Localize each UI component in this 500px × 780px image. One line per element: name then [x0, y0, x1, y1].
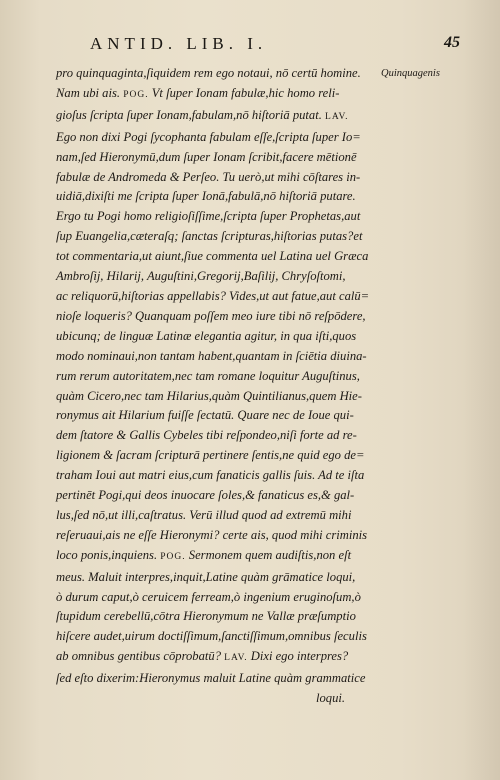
line-text: Nam ubi ais. — [56, 85, 124, 100]
text-line — [56, 128, 380, 148]
line-text: Ego non dixi Pogi ſycophanta fabulam eſſe,ſcripta ſuper Io= — [56, 129, 361, 144]
speaker-label: LAV. — [224, 653, 248, 664]
marginal-note: Quinquagenis — [381, 68, 440, 79]
line-text: ſup Euangelia,cæteraſq; ſanctas ſcripturas,hiſtorias putas?et — [56, 229, 363, 244]
text-line — [56, 387, 380, 407]
text-line — [56, 106, 380, 128]
line-text: ronymus ait Hilarium fuiſſe ſectatū. Quare nec de Ioue qui- — [56, 408, 354, 423]
folio-number: 45 — [444, 34, 460, 51]
line-text: loco ponis,inquiens. — [56, 547, 161, 562]
line-text: uidiā,dixiſti me ſcripta ſuper Ionā,fabulā,nō hiſtoriā putare. — [56, 189, 356, 204]
text-line — [56, 168, 380, 188]
line-text: lus,ſed nō,ut illi,caſtratus. Verū illud quod ad extremū mihi — [56, 507, 352, 522]
page-edge-shadow — [462, 0, 500, 780]
line-text: pertinēt Pogi,qui deos inuocare ſoles,& fanaticus es,& gal- — [56, 488, 355, 503]
line-text: Ambroſij, Hilarij, Auguſtini,Gregorij,Baſilij, Chryſoſtomi, — [56, 269, 346, 284]
line-text: tot commentaria,ut aiunt,ſiue commenta uel Latina uel Græca — [56, 249, 369, 264]
text-line — [56, 669, 380, 689]
text-line — [56, 187, 380, 207]
line-text: modo nominaui,non tantam habent,quantam in ſciētia diuina- — [56, 348, 367, 363]
speaker-label: POG. — [160, 551, 186, 562]
text-line — [56, 307, 380, 327]
line-text: nioſe loqueris? Quanquam poſſem meo iure tibi nō reſpōdere, — [56, 308, 366, 323]
line-text: ſtupidum cerebellū,cōtra Hieronymum ne Vallæ præſumptio — [56, 609, 356, 624]
line-text: pro quinquaginta,ſiquidem rem ego notaui, nō certū homine. — [56, 66, 361, 80]
line-text: reſeruaui,ais ne eſſe Hieronymi? certe ais, quod mihi criminis — [56, 527, 368, 542]
text-line — [56, 287, 380, 307]
line-text: gioſus ſcripta ſuper Ionam,fabulam,nō hiſtoriā putat. — [56, 107, 326, 122]
line-text: meus. Maluit interpres,inquit,Latine quàm grāmatice loqui, — [56, 569, 356, 584]
line-text: quàm Cicero,nec tam Hilarius,quàm Quintilianus,quem Hie- — [56, 388, 362, 403]
text-line — [56, 506, 380, 526]
text-line — [56, 267, 380, 287]
text-line — [56, 64, 380, 84]
text-line — [56, 84, 380, 106]
text-line — [56, 546, 380, 568]
line-text: traham Ioui aut matri eius,cum fanaticis gallis ſuis. Ad te iſta — [56, 468, 365, 483]
text-line — [56, 627, 380, 647]
text-line — [56, 426, 380, 446]
text-line — [56, 647, 380, 669]
text-line — [56, 247, 380, 267]
line-text: ac reliquorū,hiſtorias appellabis? Vides,ut aut fatue,aut calū= — [56, 288, 370, 303]
text-line — [56, 526, 380, 546]
text-line — [56, 148, 380, 168]
line-text: ſed eſto dixerim:Hieronymus maluit Latine quàm grammatice — [56, 671, 366, 686]
text-line — [56, 347, 380, 367]
text-line — [56, 367, 380, 387]
text-line — [56, 327, 380, 347]
text-line — [56, 466, 380, 486]
text-line — [56, 607, 380, 627]
line-text: ò durum caput,ò ceruicem ferream,ò ingenium eruginoſum,ò — [56, 589, 361, 604]
line-text-continued: Dixi ego interpres? — [247, 649, 349, 664]
text-line — [56, 406, 380, 426]
line-text: dem ſtatore & Gallis Cybeles tibi reſpondeo,niſi forte ad re- — [56, 428, 357, 443]
text-line — [56, 227, 380, 247]
line-text-continued: Vt ſuper Ionam fabulæ,hic homo reli- — [148, 85, 340, 100]
speaker-label: LAV. — [325, 111, 349, 122]
text-line — [56, 588, 380, 608]
line-text-continued: Sermonem quem audiſtis,non eſt — [185, 547, 352, 562]
line-text: rum rerum autoritatem,nec tam romane loquitur Auguſtinus, — [56, 368, 360, 383]
page-header — [60, 34, 460, 56]
text-line — [56, 207, 380, 227]
line-text: ubicunq; de linguæ Latinæ elegantia agitur, in qua iſti,quos — [56, 328, 357, 343]
body-text — [56, 64, 380, 709]
text-line — [56, 486, 380, 506]
speaker-label: POG. — [123, 89, 149, 100]
line-text: ligionem & ſacram ſcripturā pertinere ſentis,ne quid ego de= — [56, 448, 365, 463]
line-text: Ergo tu Pogi homo religioſiſſime,ſcripta ſuper Prophetas,aut — [56, 209, 361, 224]
text-line — [56, 446, 380, 466]
running-head: ANTID. LIB. I. — [90, 34, 268, 53]
line-text: nam,ſed Hieronymū,dum ſuper Ionam ſcribit,facere mētionē — [56, 149, 357, 164]
line-text: fabulæ de Andromeda & Perſeo. Tu uerò,ut mihi cōſtares in- — [56, 169, 361, 184]
text-line — [56, 689, 380, 709]
text-line — [56, 568, 380, 588]
line-text: hiſcere audet,uirum doctiſſimum,ſanctiſſimum,omnibus ſeculis — [56, 629, 367, 644]
line-text: loqui. — [316, 691, 346, 706]
line-text: ab omnibus gentibus cōprobatū? — [56, 649, 225, 664]
